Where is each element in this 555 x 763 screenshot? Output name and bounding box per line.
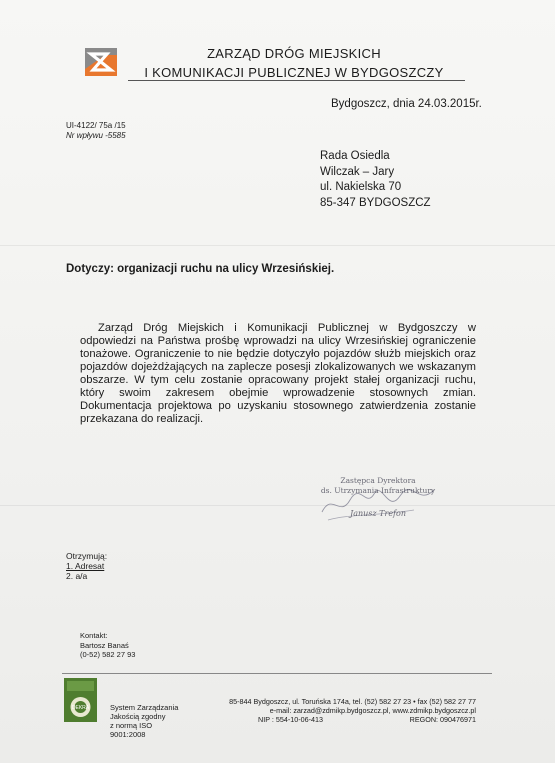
contact-block [80,631,135,660]
recipient-address [320,149,431,211]
recipient-item: 2. a/a [66,571,88,581]
stamp-title: Zastępca Dyrektora [340,476,416,485]
date-line: Bydgoszcz, dnia 24.03.2015r. [331,98,482,110]
zdmikp-logo [83,46,119,78]
fold-line [0,245,555,246]
recipients-label: Otrzymują: [66,551,108,561]
footer-address [190,697,476,724]
footer-divider [62,673,492,674]
incoming-number: Nr wpływu -5585 [66,131,126,140]
footer-regon: REGON: 090476971 [409,715,476,724]
dekra-certificate-icon [64,678,97,722]
iso-line: z normą ISO [110,721,153,730]
recipient-line: Wilczak – Jary [320,165,395,178]
reference-block [66,121,126,141]
letter-body [80,322,476,426]
header-divider [128,80,465,81]
footer-email-line: e-mail: zarzad@zdmikp.bydgoszcz.pl, www.zdmikp.bydgoszcz.pl [269,706,476,715]
iso-line: Jakością zgodny [110,712,166,721]
iso-line: 9001:2008 [110,730,146,739]
letterhead [134,44,454,82]
org-name-line1: ZARZĄD DRÓG MIEJSKICH [207,46,381,61]
body-paragraph: Zarząd Dróg Miejskich i Komunikacji Publicznej w Bydgoszczy w odpowiedzi na Państwa prośbę wprowadzi na ulicy Wrzesińskiej ograniczenie tonażowe. Ograniczenie to nie będzie dotyczyło pojazdów służb miejskich oraz pojazdów dojeżdżających na zaplecze posesji zlokalizowanych we wskazanym obszarze. W tym celu zostanie opracowany projekt stałej organizacji ruchu, który swoim zakresem obejmie wprowadzenie stosownych zmian. Dokumentacja projektowa po uzyskaniu stosownego zatwierdzenia zostanie przekazana do realizacji. [80,322,476,425]
recipient-line: ul. Nakielska 70 [320,181,402,193]
org-name-line2: I KOMUNIKACJI PUBLICZNEJ W BYDGOSZCZY [144,65,444,80]
footer-ids [190,715,476,724]
stamp-department: ds. Utrzymania Infrastruktury [320,486,436,495]
contact-phone: (0-52) 582 27 93 [80,650,136,659]
stamp-name: Janusz Trefon [350,509,406,518]
official-stamp [318,476,438,518]
footer-address-line: 85-844 Bydgoszcz, ul. Toruńska 174a, tel. (52) 582 27 23 • fax (52) 582 27 77 [229,697,476,706]
footer-nip: NIP : 554-10-06-413 [258,715,323,724]
contact-name: Bartosz Banaś [80,640,129,650]
recipient-item: 1. Adresat [66,561,105,571]
fold-line [0,505,555,506]
recipients-list [66,551,107,581]
recipient-line: Rada Osiedla [320,150,390,162]
recipient-line: 85-347 BYDGOSZCZ [320,196,431,209]
subject-line: Dotyczy: organizacji ruchu na ulicy Wrzesińskiej. [66,263,335,275]
case-number: UI-4122/ 75a /15 [66,121,126,130]
dekra-badge-text: DEKRA [71,705,90,711]
contact-label: Kontakt: [80,631,108,640]
iso-certification [110,703,178,739]
iso-line: System Zarządzania [110,703,179,712]
